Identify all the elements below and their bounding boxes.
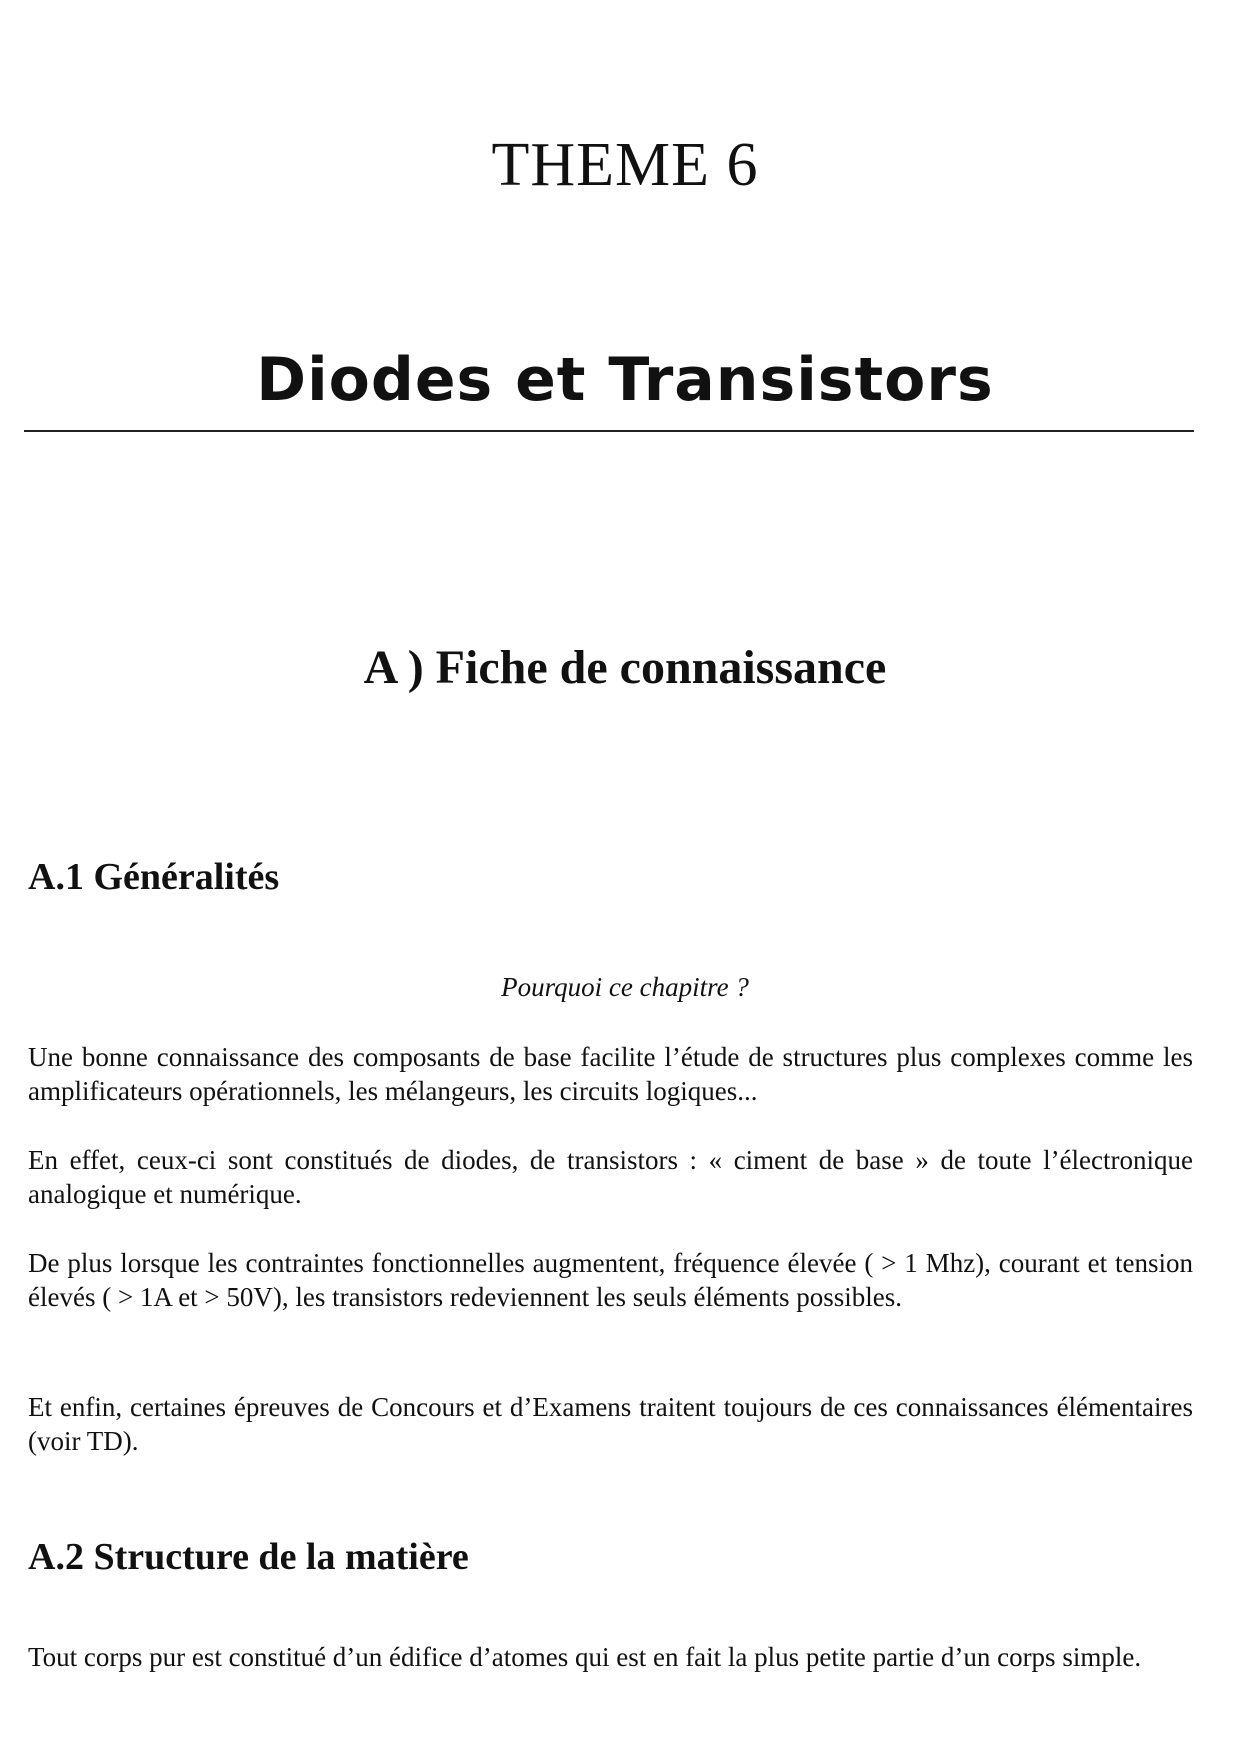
a1-paragraph-2: En effet, ceux-ci sont constitués de diodes, de transistors : « ciment de base » de toute l’électronique analogique et numérique. <box>28 1145 1193 1209</box>
a1-paragraph-4: Et enfin, certaines épreuves de Concours et d’Examens traitent toujours de ces connaissances élémentaires (voir TD). <box>28 1392 1193 1456</box>
section-a2-heading: A.2 Structure de la matière <box>28 1536 469 1578</box>
a1-paragraph-3: De plus lorsque les contraintes fonctionnelles augmentent, fréquence élevée ( > 1 Mhz), courant et tension élevés ( > 1A et > 50V), les transistors redeviennent les seuls éléments possibles. <box>28 1248 1193 1312</box>
theme-number: THEME 6 <box>491 131 759 199</box>
title-divider <box>24 430 1194 432</box>
document-title: Diodes et Transistors <box>256 345 994 415</box>
section-a-heading: A ) Fiche de connaissance <box>363 641 887 694</box>
a1-paragraph-1: Une bonne connaissance des composants de base facilite l’étude de structures plus complexes comme les amplificateurs opérationnels, les mélangeurs, les circuits logiques... <box>28 1042 1193 1106</box>
a2-paragraph-1: Tout corps pur est constitué d’un édifice d’atomes qui est en fait la plus petite partie d’un corps simple. <box>28 1642 1142 1672</box>
chapter-question: Pourquoi ce chapitre ? <box>501 972 749 1002</box>
section-a1-heading: A.1 Généralités <box>28 856 280 898</box>
